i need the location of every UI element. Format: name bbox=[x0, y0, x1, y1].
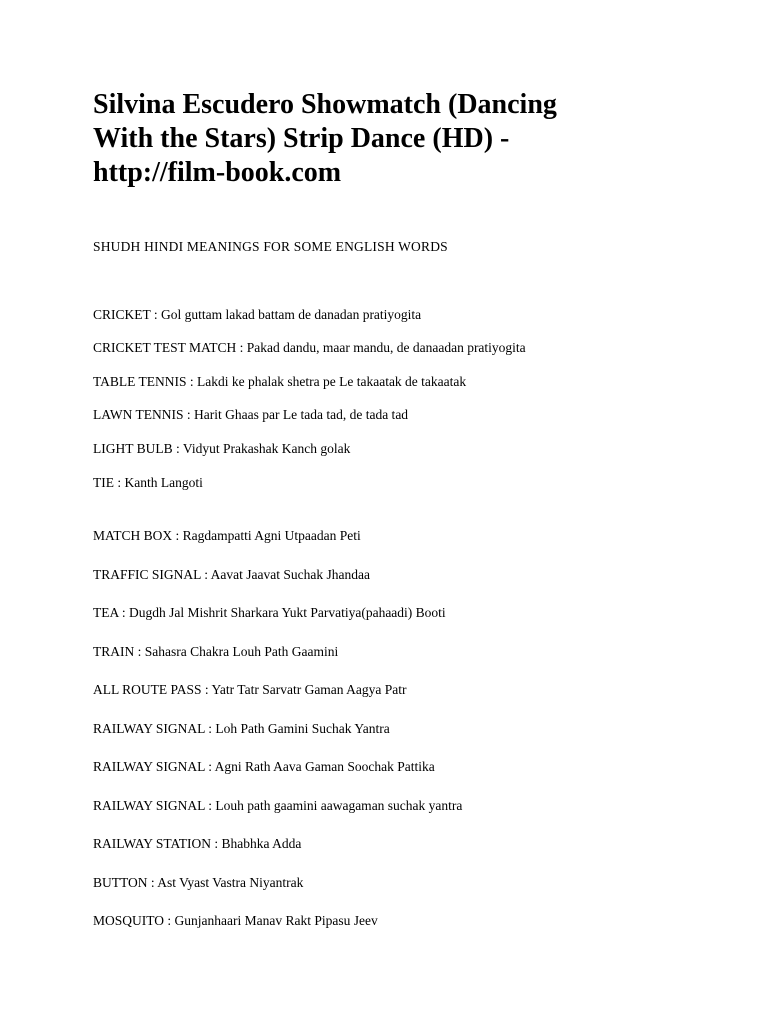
word-entry: MATCH BOX : Ragdampatti Agni Utpaadan Peti bbox=[93, 528, 361, 543]
word-entry: TABLE TENNIS : Lakdi ke phalak shetra pe Le takaatak de takaatak bbox=[93, 374, 467, 389]
word-entry: LIGHT BULB : Vidyut Prakashak Kanch golak bbox=[93, 441, 351, 456]
word-entry: RAILWAY STATION : Bhabhka Adda bbox=[93, 836, 302, 851]
word-entry: CRICKET TEST MATCH : Pakad dandu, maar mandu, de danaadan pratiyogita bbox=[93, 340, 526, 355]
title-line: Silvina Escudero Showmatch (Dancing bbox=[93, 89, 557, 120]
word-entry: LAWN TENNIS : Harit Ghaas par Le tada tad, de tada tad bbox=[93, 407, 409, 422]
word-entry: BUTTON : Ast Vyast Vastra Niyantrak bbox=[93, 875, 304, 890]
word-entry: RAILWAY SIGNAL : Loh Path Gamini Suchak Yantra bbox=[93, 721, 390, 736]
title-line: http://film-book.com bbox=[93, 157, 342, 188]
document-title bbox=[93, 88, 693, 190]
word-entry: RAILWAY SIGNAL : Agni Rath Aava Gaman Soochak Pattika bbox=[93, 759, 435, 774]
word-entry: TRAFFIC SIGNAL : Aavat Jaavat Suchak Jhandaa bbox=[93, 567, 370, 582]
section-heading: SHUDH HINDI MEANINGS FOR SOME ENGLISH WORDS bbox=[93, 239, 448, 254]
word-entry: TEA : Dugdh Jal Mishrit Sharkara Yukt Parvatiya(pahaadi) Booti bbox=[93, 605, 446, 620]
word-entry: ALL ROUTE PASS : Yatr Tatr Sarvatr Gaman Aagya Patr bbox=[93, 682, 407, 697]
word-entry: TIE : Kanth Langoti bbox=[93, 475, 203, 490]
word-entry: CRICKET : Gol guttam lakad battam de danadan pratiyogita bbox=[93, 307, 422, 322]
word-entry: TRAIN : Sahasra Chakra Louh Path Gaamini bbox=[93, 644, 339, 659]
title-line: With the Stars) Strip Dance (HD) - bbox=[93, 123, 510, 154]
word-entry: RAILWAY SIGNAL : Louh path gaamini aawagaman suchak yantra bbox=[93, 798, 463, 813]
word-entry: MOSQUITO : Gunjanhaari Manav Rakt Pipasu Jeev bbox=[93, 913, 378, 928]
